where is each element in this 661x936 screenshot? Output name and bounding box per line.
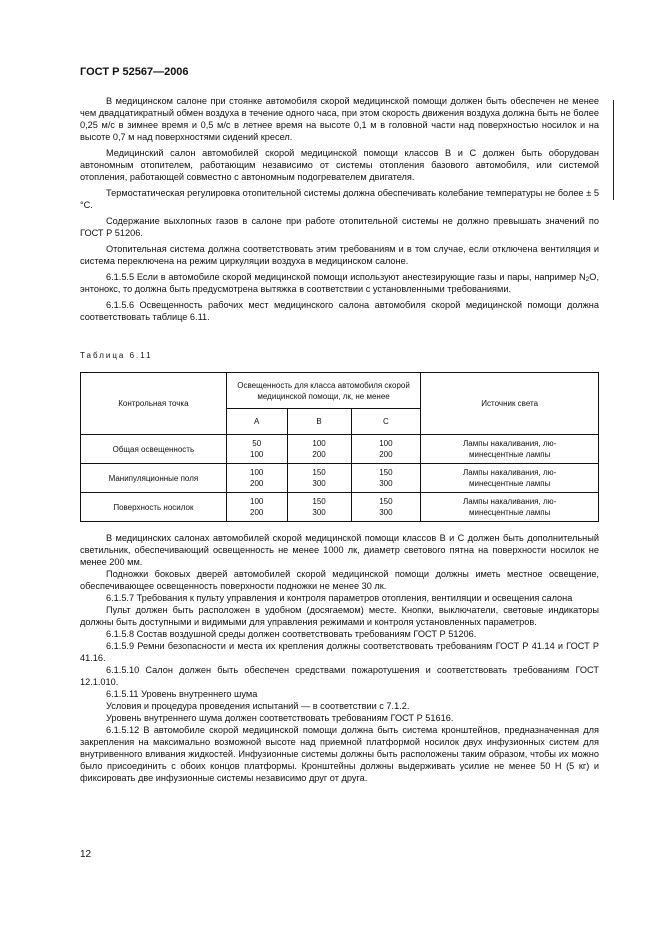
paragraph-thermostat: Термостатическая регулировка отопительной системы должна обеспечивать колебание температуры не более ± 5 °С. [80, 188, 599, 210]
header-illumination: Освещенность для класса автомобиля скорой медицинской помощи, лк, не менее [226, 373, 421, 409]
paragraph-6-1-5-9: 6.1.5.9 Ремни безопасности и места их крепления должны соответствовать требованиям ГОСТ Р 41.14 и ГОСТ Р 41.16. [80, 641, 599, 663]
header-class-a: А [226, 409, 287, 435]
cell-point: Общая освещенность [81, 435, 227, 464]
cell-class-a: 50 100 [226, 435, 287, 464]
header-control-point: Контрольная точка [81, 373, 227, 435]
header-light-source: Источник света [421, 373, 599, 435]
margin-rule [613, 100, 614, 200]
paragraph-noise-level: Уровень внутреннего шума должен соответствовать требованиям ГОСТ Р 51616. [106, 713, 454, 723]
paragraph-6-1-5-12: 6.1.5.12 В автомобиле скорой медицинской помощи должна быть система кронштейнов, предназначенная для закрепления на максимально возможной высоте над приемной платформой носилок двух инфузионных систем для внутривенного вливания жидкостей. Инфузионные системы должны быть расположены таким образом, чтобы их можно было присоединить с обоих концов платформы. Кронштейны должны выдерживать усилие не менее 50 Н (5 кг) и фиксировать две инфузионные системы независимо друг от друга. [80, 725, 599, 783]
cell-class-a: 100 200 [226, 493, 287, 522]
paragraph-step-lighting: Подножки боковых дверей автомобилей скорой медицинской помощи должны иметь местное освещение, обеспечивающее освещенность поверхности подножки не менее 30 лк. [80, 569, 599, 591]
paragraph-6-1-5-6: 6.1.5.6 Освещенность рабочих мест медицинского салона автомобиля скорой медицинской помощи должна соответствовать таблице 6.11. [80, 300, 599, 322]
top-text-block [80, 95, 599, 323]
table-caption: Таблица 6.11 [80, 351, 153, 360]
paragraph-6-1-5-10: 6.1.5.10 Салон должен быть обеспечен средствами пожаротушения и соответствовать требованиям ГОСТ 12.1.010. [80, 665, 599, 687]
header-class-c: С [351, 409, 421, 435]
paragraph-exhaust: Содержание выхлопных газов в салоне при работе отопительной системы не должно превышать значений по ГОСТ Р 51206. [80, 216, 599, 238]
table-row [81, 435, 599, 464]
table-row [81, 493, 599, 522]
header-class-b: В [287, 409, 351, 435]
cell-source: Лампы накаливания, лю- минесцентные лампы [421, 435, 599, 464]
paragraph-extra-light: В медицинских салонах автомобилей скорой медицинской помощи классов В и С должен быть дополнительный светильник, обеспечивающий освещенность не менее 1000 лк, диаметр светового пятна на поверхности носилок не менее 200 мм. [80, 533, 599, 567]
paragraph-6-1-5-7: 6.1.5.7 Требования к пульту управления и контроля параметров отопления, вентиляции и освещения салона [106, 593, 573, 603]
table-row [81, 464, 599, 493]
illumination-table [80, 372, 599, 522]
cell-class-b: 100 200 [287, 435, 351, 464]
paragraph-6-1-5-8: 6.1.5.8 Состав воздушной среды должен соответствовать требованиям ГОСТ Р 51206. [106, 629, 477, 639]
paragraph-control-panel: Пульт должен быть расположен в удобном (досягаемом) месте. Кнопки, выключатели, световые индикаторы должны быть доступными и видимыми для управления режимами и контроля установленных параметров. [80, 605, 599, 627]
cell-class-c: 150 300 [351, 493, 421, 522]
cell-class-c: 100 200 [351, 435, 421, 464]
cell-source: Лампы накаливания, лю- минесцентные лампы [421, 464, 599, 493]
paragraph-ventilation: В медицинском салоне при стоянке автомобиля скорой медицинской помощи должен быть обеспечен не менее чем двадцатикратный обмен воздуха в течение одного часа, при этом скорость движения воздуха должна быть не более 0,25 м/с в зимнее время и 0,5 м/с в летнее время на высоте 0,1 м в головной части над поверхностью носилок и на высоте 0,7 м над поверхностями сидений кресел. [80, 96, 599, 142]
document-header: ГОСТ Р 52567—2006 [80, 66, 189, 78]
cell-class-a: 100 200 [226, 464, 287, 493]
cell-point: Манипуляционные поля [81, 464, 227, 493]
bottom-text-block [80, 532, 599, 784]
paragraph-6-1-5-5: 6.1.5.5 Если в автомобиле скорой медицинской помощи используют анестезирующие газы и пары, например $N_2O$, энтонокс, то должна быть предусмотрена вытяжка в соответствии с установленными требованиями. [80, 272, 599, 294]
paragraph-test-conditions: Условия и процедура проведения испытаний — в соответствии с 7.1.2. [106, 701, 410, 711]
cell-point: Поверхность носилок [81, 493, 227, 522]
paragraph-heater: Медицинский салон автомобилей скорой медицинской помощи классов В и С должен быть оборудован автономным отопителем, работающим независимо от системы отопления базового автомобиля, или системой отопления, работающей совместно с автономным подогревателем двигателя. [80, 148, 599, 182]
paragraph-heating-system: Отопительная система должна соответствовать этим требованиям и в том случае, если отключена вентиляция и система переключена на режим циркуляции воздуха в медицинском салоне. [80, 244, 599, 266]
cell-source: Лампы накаливания, лю- минесцентные лампы [421, 493, 599, 522]
cell-class-c: 150 300 [351, 464, 421, 493]
page-number: 12 [80, 849, 92, 860]
subscript-2: 2 [585, 276, 590, 283]
cell-class-b: 150 300 [287, 493, 351, 522]
paragraph-6-1-5-11: 6.1.5.11 Уровень внутреннего шума [106, 689, 258, 699]
cell-class-b: 150 300 [287, 464, 351, 493]
